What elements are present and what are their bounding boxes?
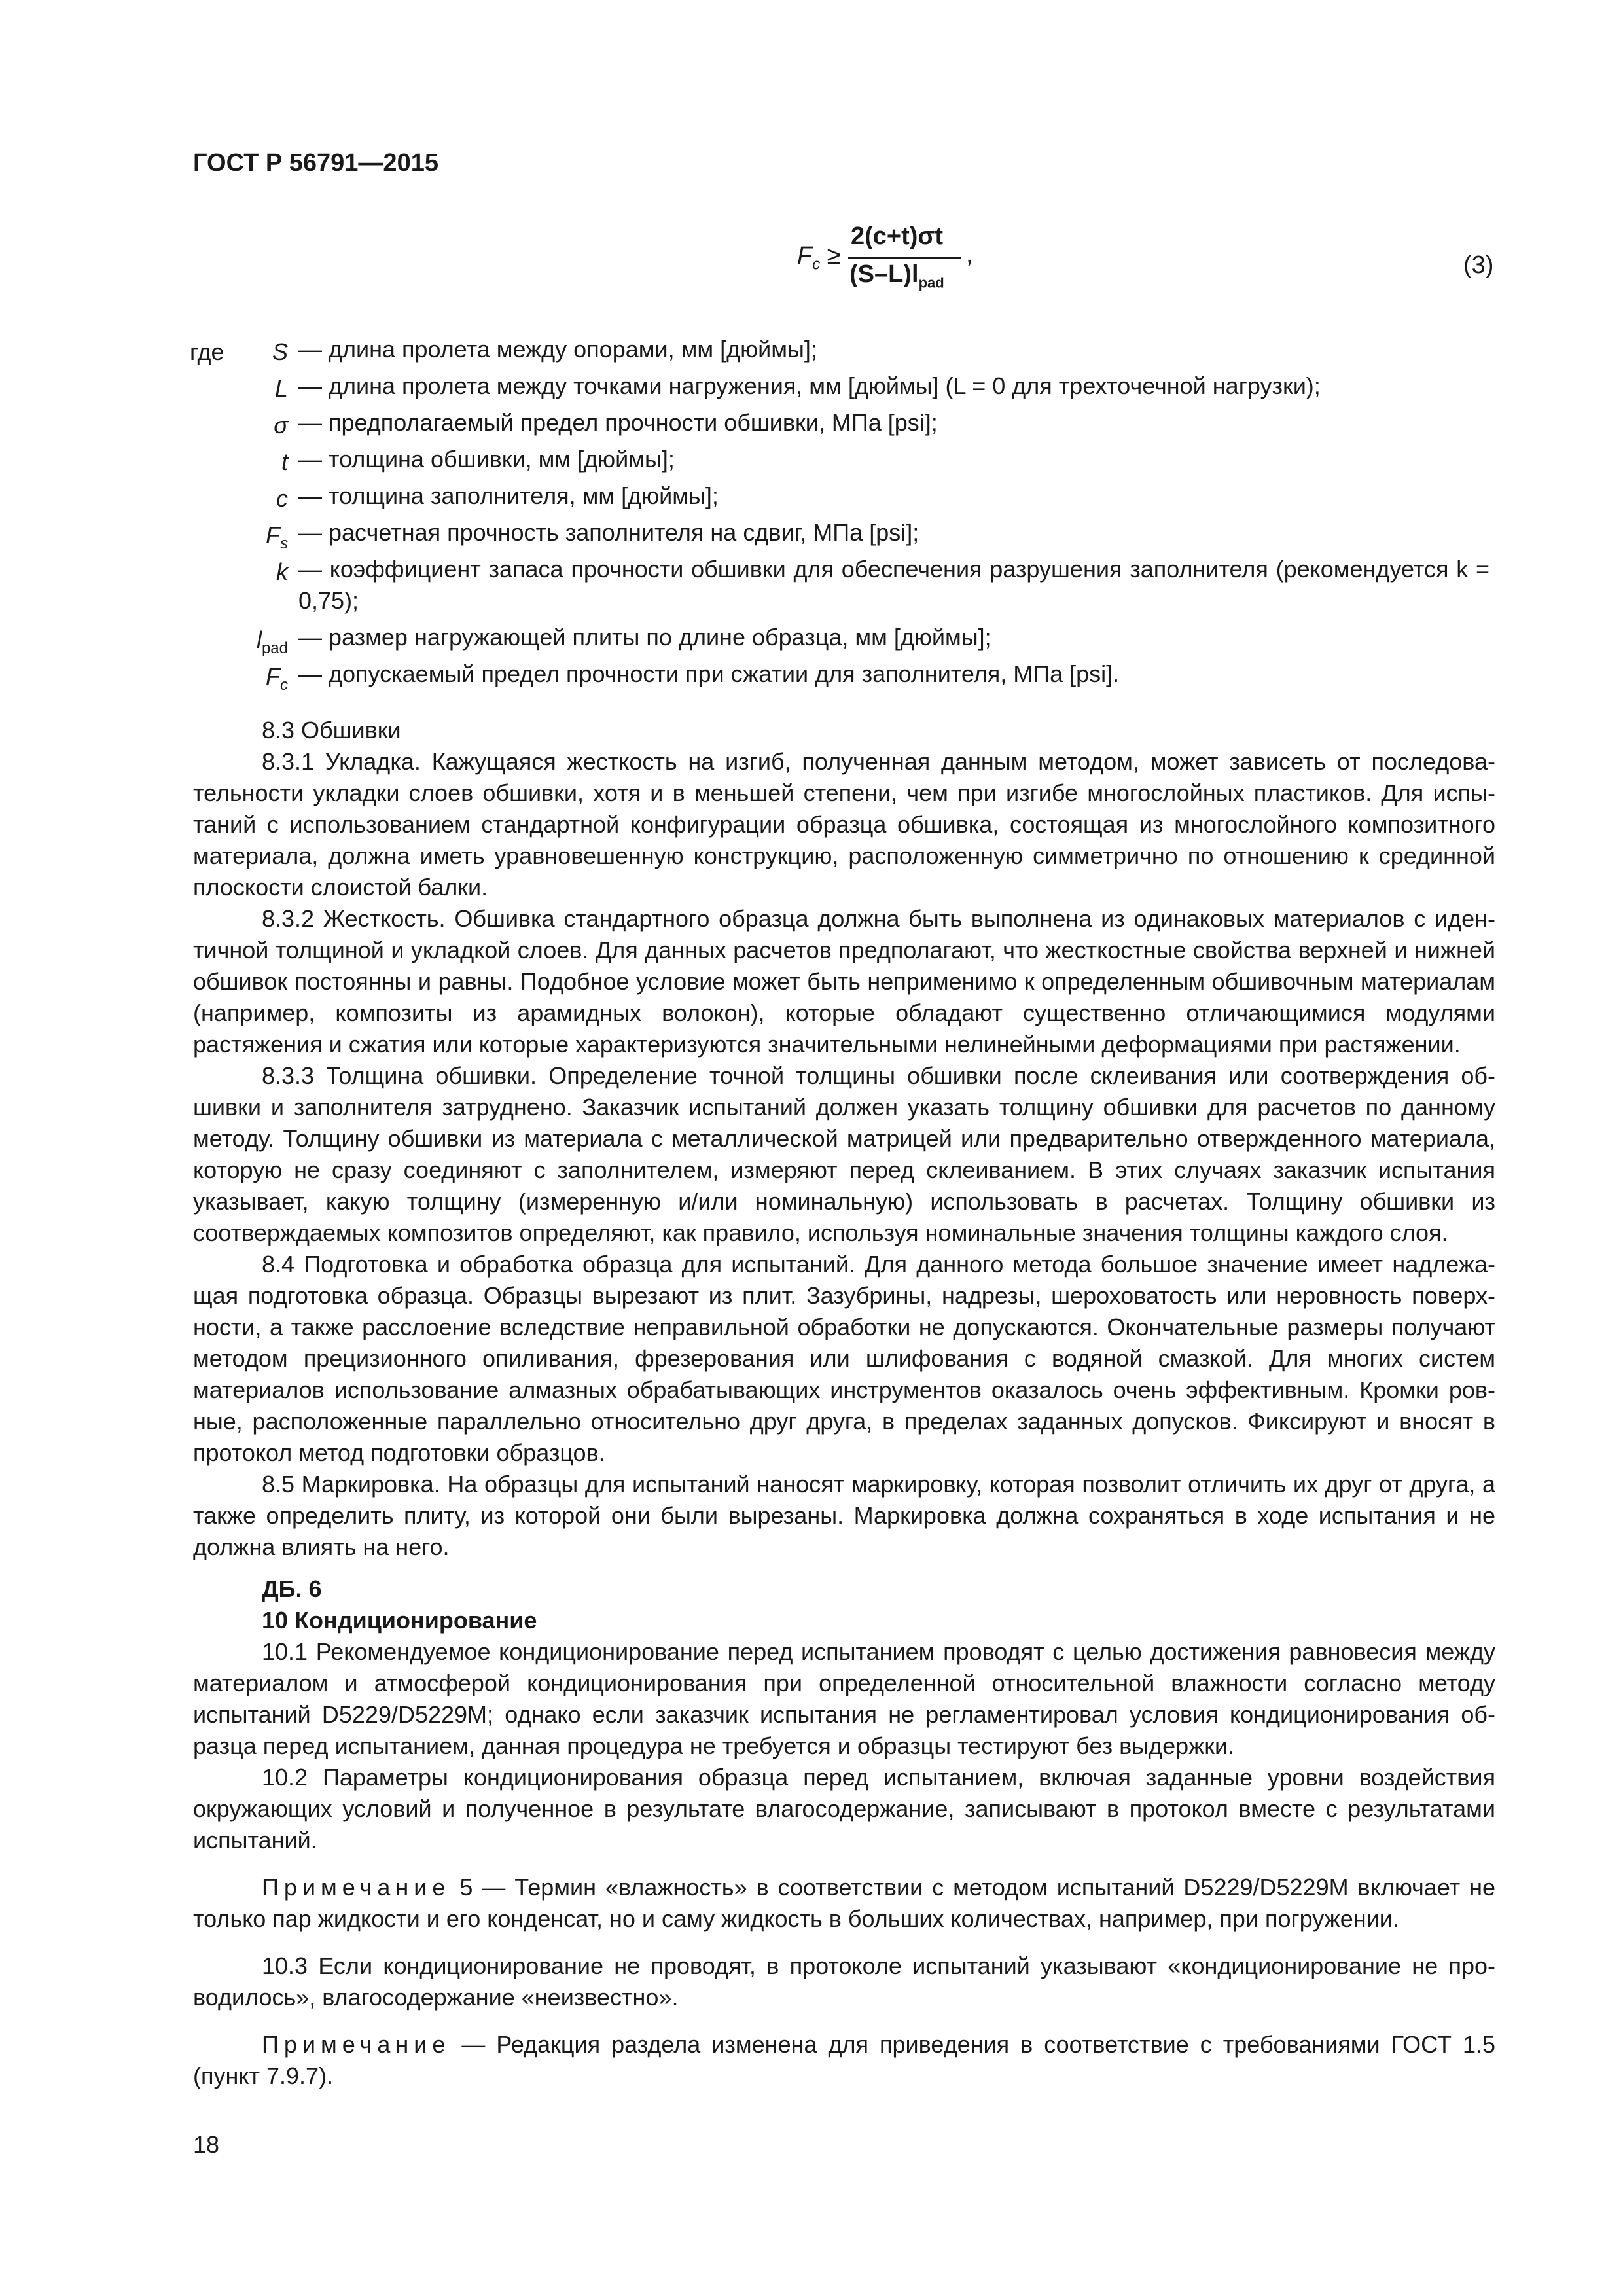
definition-row: L — длина пролета между точками нагружения, мм [дюймы] (L = 0 для трехточечной нагрузки); <box>274 372 1321 402</box>
definition-row: $F_c$ — допускаемый предел прочности при сжатии для заполнителя, МПа [psi]. <box>266 660 1120 694</box>
document-code-header: ГОСТ Р 56791—2015 <box>193 149 438 177</box>
fraction-bar <box>848 257 961 259</box>
formula-3: $F_c$ ≥ 2(c+t)σt $(S-L)l_{pad}$ , <box>797 223 973 291</box>
formula-number: (3) <box>1463 251 1494 279</box>
definition-row: $F_s$ — расчетная прочность заполнителя на сдвиг, МПа [psi]; <box>266 519 919 553</box>
formula-denominator: $(S-L)l_{pad}$ <box>849 260 944 291</box>
definition-row: c — толщина заполнителя, мм [дюймы]; <box>276 482 719 512</box>
definition-row: где S — длина пролета между опорами, мм [дюймы]; <box>190 334 1499 370</box>
variable-definitions <box>190 334 1499 695</box>
formula-lhs: $F_c$ ≥ <box>797 242 841 274</box>
paragraph: 10.3 Если кондиционирование не проводят, в протоколе испытаний указывают «кондиционирование не проводилось», влагосодержание «неизвестно». <box>193 1952 1495 2011</box>
where-label: где <box>190 338 224 365</box>
paragraph: 10.2 Параметры кондиционирования образца перед испытанием, включая заданные уровни воздействия окружающих условий и полученное в результате влагосодержание, записывают в протокол вместе с результатами испытаний. <box>193 1764 1495 1854</box>
definition-row: t — толщина обшивки, мм [дюймы]; <box>281 446 675 475</box>
paragraph: 8.3.2 Жесткость. Обшивка стандартного образца должна быть выполнена из одинаковых материалов с идентичной толщиной и укладкой слоев. Для данных расчетов предполагают, что жесткостные свойства верхней и нижней обшивок постоянны и равны. Подобное условие может быть неприменимо к определенным обшивочным материалам (например, композиты из арамидных волокон), которые обладают существенно отличающимися модулями растяжения и сжатия или которые характеризуются значительными нелинейными деформациями при растяжении. <box>193 905 1495 1058</box>
paragraph: 8.5 Маркировка. На образцы для испытаний наносят маркировку, которая позволит отличить их друг от друга, а также определить плиту, из которой они были вырезаны. Маркировка должна сохраняться в ходе испытания и не должна влиять на него. <box>193 1471 1495 1560</box>
section-heading: ДБ. 6 <box>262 1575 322 1602</box>
definition-row: k — коэффициент запаса прочности обшивки для обеспечения разрушения заполнителя (рекомендуется k = 0,75); <box>276 556 1489 614</box>
page-number: 18 <box>193 2131 220 2158</box>
paragraph: 8.3.1 Укладка. Кажущаяся жесткость на изгиб, полученная данным методом, может зависеть от последовательности укладки слоев обшивки, хотя и в меньшей степени, чем при изгибе многослойных пластиков. Для испытаний с использованием стандартной конфигурации образца обшивка, состоящая из многослойного композитного материала, должна иметь уравновешенную конструкцию, расположенную симметрично по отношению к срединной плоскости слоистой балки. <box>193 748 1495 901</box>
definition-row: σ — предполагаемый предел прочности обшивки, МПа [psi]; <box>274 409 938 439</box>
section-heading: 10 Кондиционирование <box>262 1607 537 1634</box>
formula-numerator: 2(c+t)σt <box>851 223 944 250</box>
paragraph: 10.1 Рекомендуемое кондиционирование перед испытанием проводят с целью достижения равновесия между материалом и атмосферой кондиционирования при определенной относительной влажности согласно методу испытаний D5229/D5229M; однако если заказчик испытания не регламентировал условия кондиционирования образца перед испытанием, данная процедура не требуется и образцы тестируют без выдержки. <box>193 1638 1495 1759</box>
note: Примечание 5 — Термин «влажность» в соответствии с методом испытаний D5229/D5229M включает не только пар жидкости и его конденсат, но и саму жидкость в больших количествах, например, при погружении. <box>193 1874 1495 1932</box>
paragraph: 8.4 Подготовка и обработка образца для испытаний. Для данного метода большое значение имеет надлежащая подготовка образца. Образцы вырезают из плит. Зазубрины, надрезы, шероховатость или неровность поверхности, а также расслоение вследствие неправильной обработки не допускаются. Окончательные размеры получают методом прецизионного опиливания, фрезерования или шлифования с водяной смазкой. Для многих систем материалов использование алмазных обрабатывающих инструментов оказалось очень эффективным. Кромки ровные, расположенные параллельно относительно друг друга, в пределах заданных допусков. Фиксируют и вносят в протокол метод подготовки образцов. <box>193 1251 1495 1466</box>
paragraph: 8.3.3 Толщина обшивки. Определение точной толщины обшивки после склеивания или соотверждения обшивки и заполнителя затруднено. Заказчик испытаний должен указать толщину обшивки для расчетов по данному методу. Толщину обшивки из материала с металлической матрицей или предварительно отвержденного материала, которую не сразу соединяют с заполнителем, измеряют перед склеиванием. В этих случаях заказчик испытания указывает, какую толщину (измеренную и/или номинальную) использовать в расчетах. Толщину обшивки из соотверждаемых композитов определяют, как правило, используя номинальные значения толщины каждого слоя. <box>193 1062 1495 1246</box>
definition-row: $l_{pad}$ — размер нагружающей плиты по длине образца, мм [дюймы]; <box>256 624 991 658</box>
note: Примечание — Редакция раздела изменена для приведения в соответствие с требованиями ГОСТ 1.5 (пункт 7.9.7). <box>193 2031 1495 2089</box>
body-text <box>193 715 1495 2092</box>
section-title: 8.3 Обшивки <box>262 717 401 744</box>
